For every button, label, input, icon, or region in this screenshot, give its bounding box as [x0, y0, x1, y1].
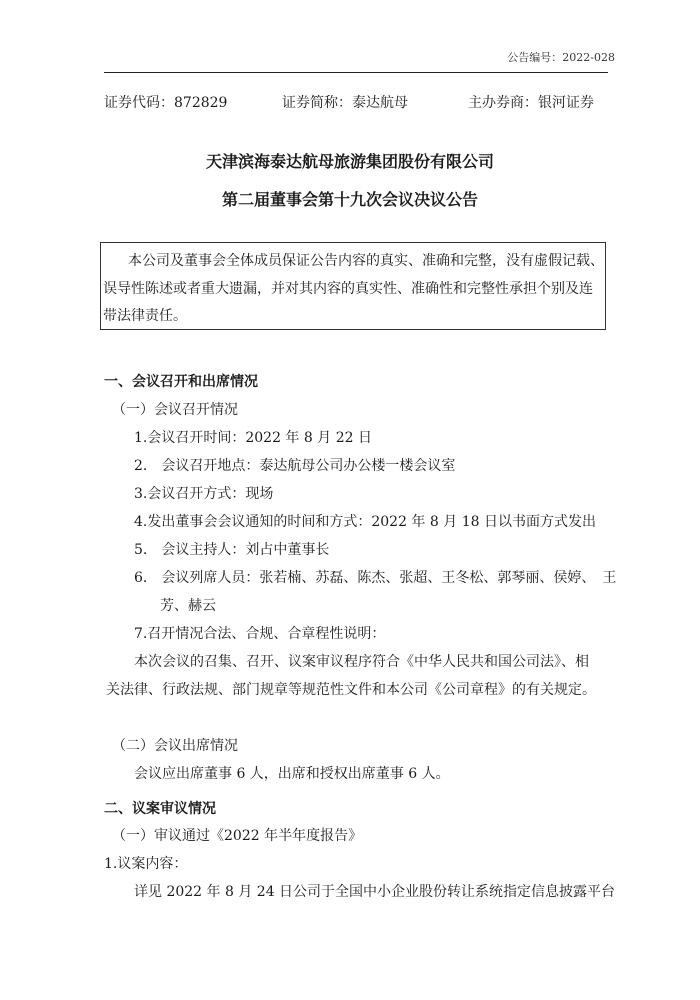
- paragraph-line: 详见 2022 年 8 月 24 日公司于全国中小企业股份转让系统指定信息披露平台: [134, 884, 616, 900]
- disclaimer-box: [100, 242, 606, 330]
- list-item: 1.会议召开时间：2022 年 8 月 22 日: [134, 430, 372, 446]
- list-item: 3.会议召开方式：现场: [134, 486, 274, 502]
- section-heading-review: 二、议案审议情况: [104, 801, 216, 817]
- notice-number: 公告编号：2022-028: [507, 51, 615, 64]
- paragraph-line: 会议应出席董事 6 人，出席和授权出席董事 6 人。: [134, 766, 450, 782]
- list-item: 5. 会议主持人：刘占中董事长: [134, 542, 330, 558]
- sponsor-broker: 主办券商：银河证券: [468, 95, 594, 111]
- subsection-heading-convening: （一）会议召开情况: [112, 402, 238, 418]
- document-title-announcement: 第二届董事会第十九次会议决议公告: [221, 190, 478, 209]
- subsection-heading-attendance: （二）会议出席情况: [112, 738, 238, 754]
- securities-code: 证券代码：872829: [104, 95, 228, 111]
- list-item: 1.议案内容：: [104, 856, 188, 872]
- subsection-heading-proposal: （一）审议通过《2022 年半年度报告》: [112, 828, 363, 844]
- list-item: 7.召开情况合法、合规、合章程性说明：: [134, 626, 386, 642]
- list-item: 2. 会议召开地点：泰达航母公司办公楼一楼会议室: [134, 458, 456, 474]
- disclaimer-line: 带法律责任。: [103, 308, 187, 324]
- header-rule: [104, 72, 608, 73]
- paragraph-line: 本次会议的召集、召开、议案审议程序符合《中华人民共和国公司法》、相: [134, 654, 589, 670]
- paragraph-line: 关法律、行政法规、部门规章等规范性文件和本公司《公司章程》的有关规定。: [106, 682, 596, 698]
- document-title-company: 天津滨海泰达航母旅游集团股份有限公司: [205, 152, 494, 171]
- disclaimer-line: 误导性陈述或者重大遗漏，并对其内容的真实性、准确性和完整性承担个别及连: [103, 281, 593, 297]
- list-item: 4.发出董事会会议通知的时间和方式：2022 年 8 月 18 日以书面方式发出: [134, 514, 596, 530]
- list-item: 6. 会议列席人员：张若楠、苏磊、陈杰、张超、王冬松、郭琴丽、侯婷、 王: [134, 570, 617, 586]
- section-heading-meeting: 一、会议召开和出席情况: [104, 374, 258, 390]
- disclaimer-line: 本公司及董事会全体成员保证公告内容的真实、准确和完整，没有虚假记载、: [128, 253, 604, 269]
- securities-short-name: 证券简称：泰达航母: [282, 95, 408, 111]
- list-item-continuation: 芳、赫云: [160, 598, 216, 614]
